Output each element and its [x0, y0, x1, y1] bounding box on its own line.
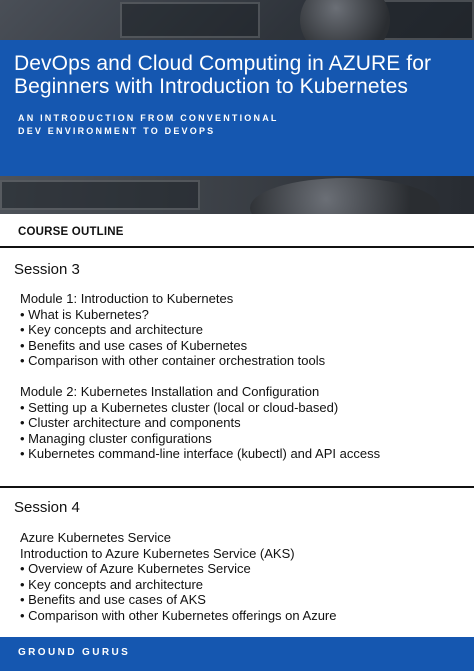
divider	[0, 486, 474, 488]
session-3-title: Session 3	[14, 261, 80, 278]
list-item: • Managing cluster configurations	[20, 430, 212, 446]
list-item: • Key concepts and architecture	[20, 322, 204, 338]
list-item: • Benefits and use cases of Kubernetes	[20, 337, 248, 353]
module-1-block	[20, 291, 470, 369]
session-4-title: Session 4	[14, 499, 80, 516]
list-item: • What is Kubernetes?	[20, 306, 149, 322]
title-banner	[0, 40, 474, 176]
subtitle-line: AN INTRODUCTION FROM CONVENTIONAL	[18, 113, 279, 123]
list-item: • Benefits and use cases of AKS	[20, 592, 206, 608]
divider	[0, 246, 474, 248]
brand-name: GROUND GURUS	[18, 647, 131, 658]
list-item: • Comparison with other Kubernetes offerings on Azure	[20, 607, 337, 623]
monitor-graphic	[380, 0, 474, 40]
course-title: DevOps and Cloud Computing in AZURE for Beginners with Introduction to Kubernetes	[14, 52, 432, 98]
footer-bar	[0, 637, 474, 671]
list-item: • Comparison with other container orchestration tools	[20, 353, 326, 369]
list-item: • Kubernetes command-line interface (kubectl) and API access	[20, 446, 381, 462]
monitor-graphic	[120, 2, 260, 38]
session-4-block	[20, 530, 470, 624]
module-2-block	[20, 384, 470, 462]
module-heading: Azure Kubernetes Service	[20, 530, 172, 545]
subtitle-line: DEV ENVIRONMENT TO DEVOPS	[18, 126, 216, 136]
list-item: • Setting up a Kubernetes cluster (local or cloud-based)	[20, 399, 339, 415]
module-subheading: Introduction to Azure Kubernetes Service (AKS)	[20, 545, 295, 561]
module-heading: Module 1: Introduction to Kubernetes	[20, 291, 234, 306]
list-item: • Cluster architecture and components	[20, 415, 241, 431]
course-subtitle	[14, 112, 460, 138]
course-outline-heading: COURSE OUTLINE	[18, 226, 124, 238]
monitor-graphic	[0, 180, 200, 210]
list-item: • Key concepts and architecture	[20, 576, 204, 592]
list-item: • Overview of Azure Kubernetes Service	[20, 561, 251, 577]
module-heading: Module 2: Kubernetes Installation and Configuration	[20, 384, 320, 399]
